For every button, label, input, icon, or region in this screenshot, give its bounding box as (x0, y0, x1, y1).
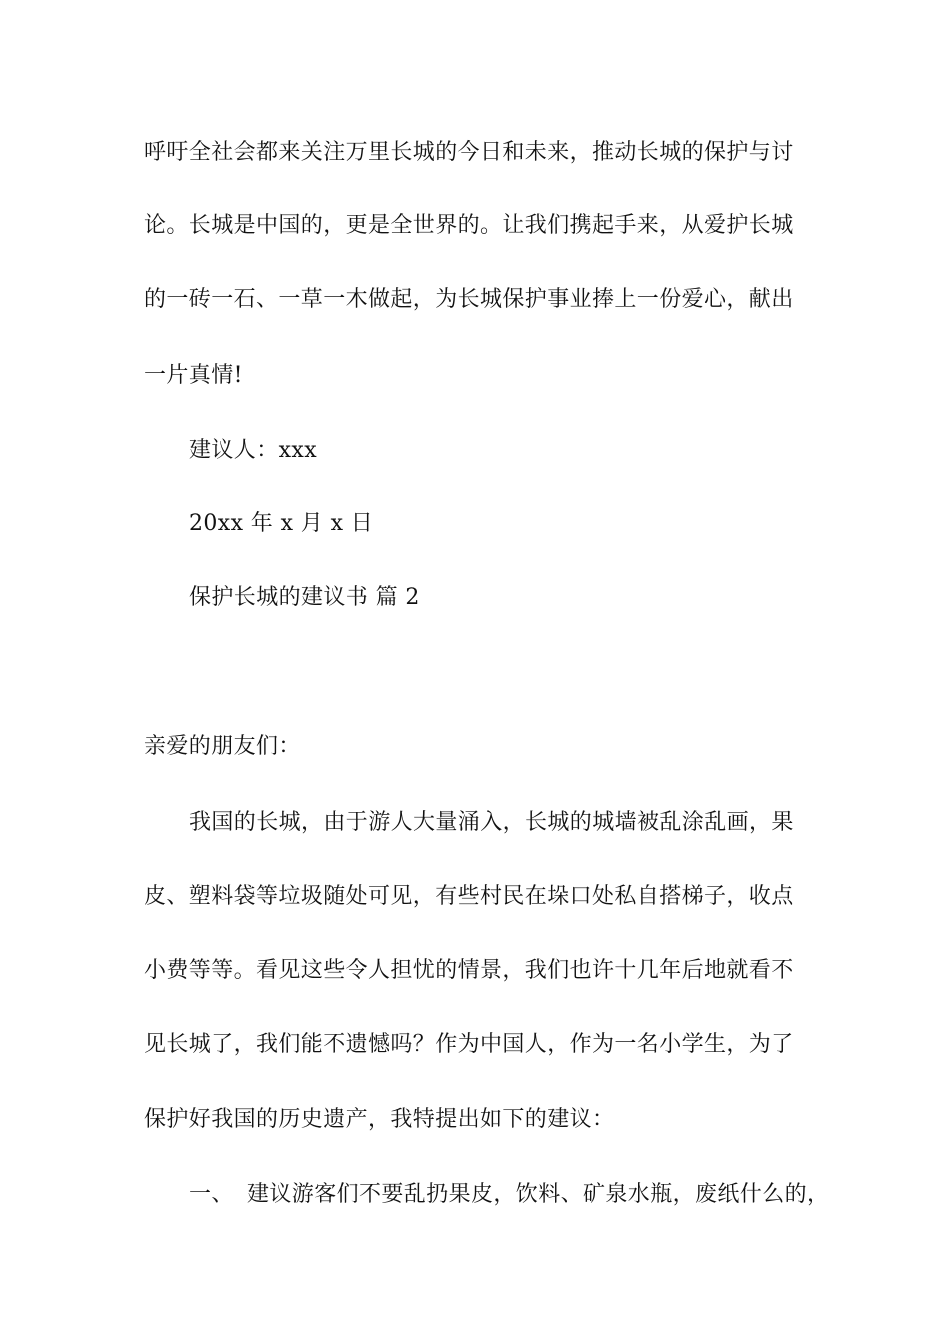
section-title: 保护长城的建议书 篇 2 (189, 585, 420, 610)
paragraph-line: 见长城了，我们能不遗憾吗？作为中国人，作为一名小学生，为了 (144, 1032, 794, 1057)
paragraph-line: 小费等等。看见这些令人担忧的情景，我们也许十几年后地就看不 (144, 958, 794, 983)
paragraph-line: 呼吁全社会都来关注万里长城的今日和未来，推动长城的保护与讨 (144, 140, 794, 165)
paragraph-line: 的一砖一石、一草一木做起，为长城保护事业捧上一份爱心，献出 (144, 287, 794, 312)
paragraph-line: 保护好我国的历史遗产，我特提出如下的建议： (144, 1107, 615, 1132)
paragraph-line: 论。长城是中国的，更是全世界的。让我们携起手来，从爱护长城 (144, 213, 794, 238)
list-item-text: 建议游客们不要乱扔果皮，饮料、矿泉水瓶，废纸什么的， (247, 1182, 830, 1207)
proposer-signature: 建议人：xxx (189, 438, 318, 463)
paragraph-line: 皮、塑料袋等垃圾随处可见，有些村民在垛口处私自搭梯子，收点 (144, 884, 794, 909)
list-item (189, 1180, 829, 1210)
paragraph-line: 一片真情! (144, 363, 243, 388)
list-item-number: 一、 (189, 1182, 234, 1207)
paragraph-line: 我国的长城，由于游人大量涌入，长城的城墙被乱涂乱画，果 (189, 810, 794, 835)
greeting: 亲爱的朋友们： (144, 734, 301, 759)
signature-date: 20xx 年 x 月 x 日 (189, 511, 374, 536)
